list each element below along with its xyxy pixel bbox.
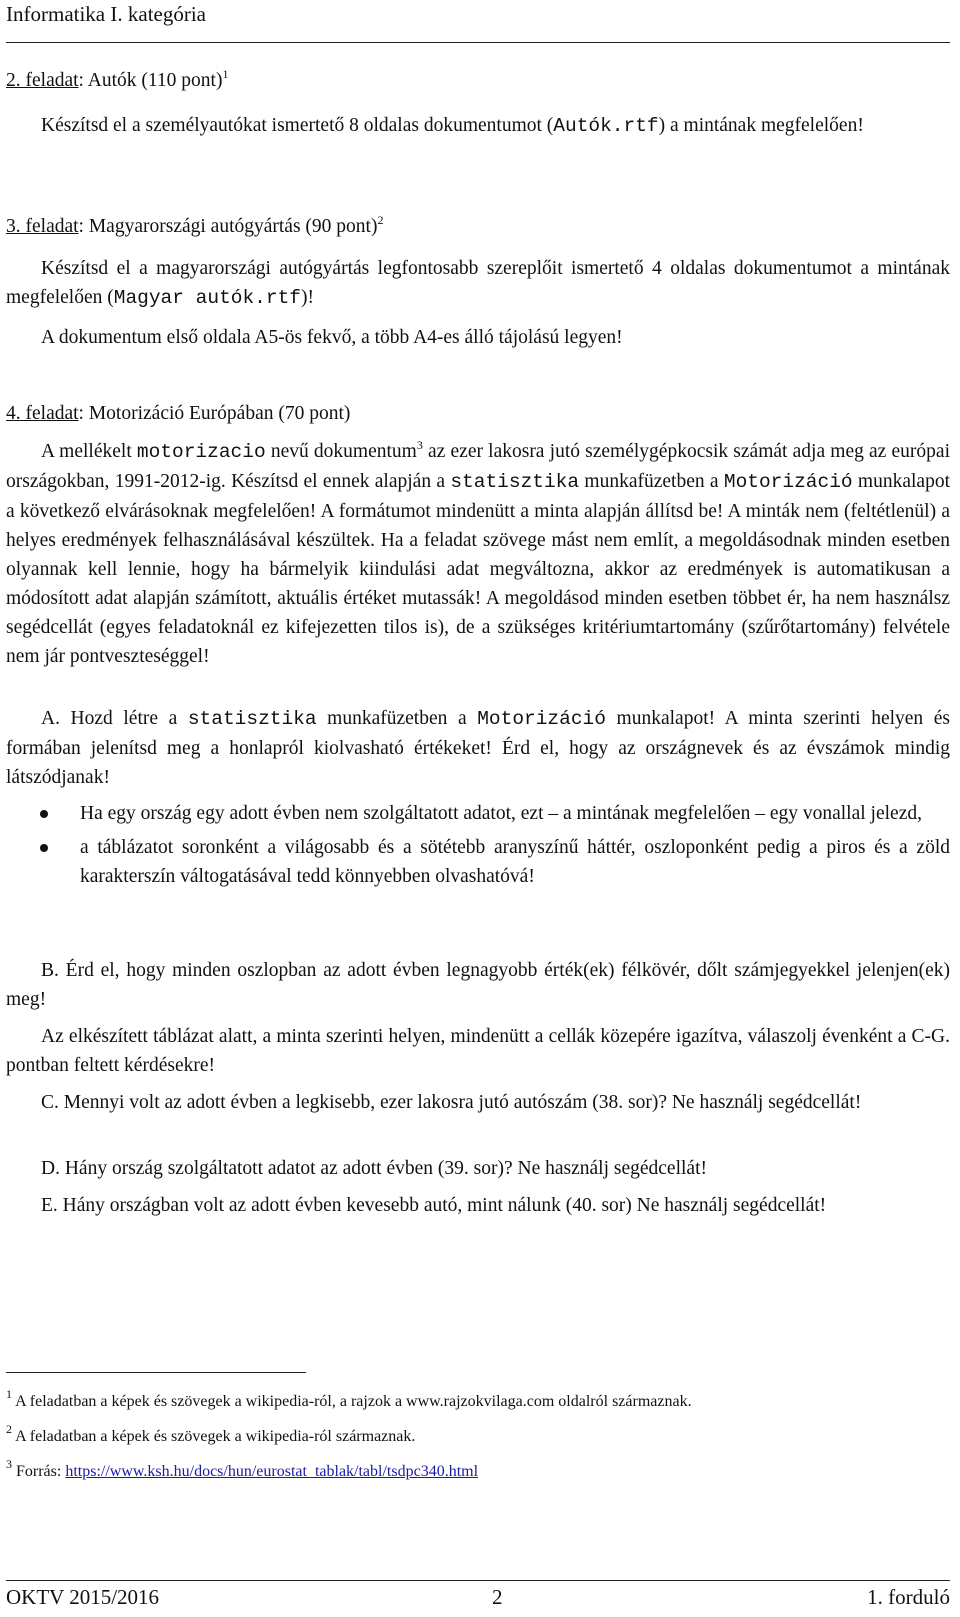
task2-footnote-ref: 1 [222,67,229,81]
footnote-3-number: 3 [6,1457,12,1471]
footnote-2-number: 2 [6,1422,12,1436]
point-a-workbook: statisztika [187,708,317,730]
task4-sheet: Motorizáció [723,471,853,493]
footnote-3 [6,1457,950,1482]
footer-page-number: 2 [492,1585,503,1609]
footnote-3-label: Forrás: [12,1463,66,1480]
task4-answers-intro: Az elkészített táblázat alatt, a minta szerinti helyen, mindenütt a cellák közepére igazítva, válaszolj évenként a C-G. pontban feltett kérdésekre! [6,1026,950,1076]
task4-footnote-ref: 3 [416,438,423,452]
requirements-list [6,799,950,896]
footnote-1 [6,1387,950,1412]
point-a-text-b: munkafüzetben a [316,708,478,729]
header-title: Informatika I. kategória [6,2,206,26]
footer-round: 1. forduló [867,1585,950,1609]
task3-text-b: )! [300,287,314,308]
task4-intro-d: munkafüzetben a [579,471,724,492]
task3-title: : Magyarországi autógyártás (90 pont) [78,216,378,237]
task2-body [6,111,950,141]
task4-number: 4. feladat [6,403,79,424]
task4-point-d: D. Hány ország szolgáltatott adatot az adott évben (39. sor)? Ne használj segédcellát! [41,1158,707,1179]
task3-file: Magyar autók.rtf [113,287,301,309]
list-item-text: a táblázatot soronként a világosabb és a sötétebb aranyszínű háttér, oszloponként pedig a piros és a zöld karakterszín váltogatásával tedd könnyebben olvashatóvá! [80,837,950,887]
task3-orientation: A dokumentum első oldala A5-ös fekvő, a több A4-es álló tájolású legyen! [41,327,623,348]
page-header [6,0,950,43]
footnote-2 [6,1422,950,1447]
task4-intro-a: A mellékelt [41,441,137,462]
footer-competition: OKTV 2015/2016 [6,1585,160,1609]
task3-heading [6,212,950,241]
list-item-text: Ha egy ország egy adott évben nem szolgáltatott adatot, ezt – a mintának megfelelően – egy vonallal jelezd, [80,803,922,824]
bullet-icon [40,810,48,818]
list-item [6,833,950,891]
point-a-sheet: Motorizáció [477,708,606,730]
bullet-icon [40,844,48,852]
list-item [6,799,950,828]
task4-intro [6,437,950,671]
task4-workbook: statisztika [450,471,580,493]
task2-text-b: ) a mintának megfelelően! [658,115,864,136]
task2-title: : Autók (110 pont) [78,70,223,91]
point-a-text-c: munkalapot! A minta szerinti helyen és formában jelenítsd meg a honlapról kiolvasható értékeket! Érd el, hogy az országnevek és az évszámok mindig látszódjanak! [6,708,950,788]
point-a-text-a: A. Hozd létre a [41,708,188,729]
footnote-2-text: A feladatban a képek és szövegek a wikipedia-ról származnak. [12,1428,416,1445]
task4-point-b: B. Érd el, hogy minden oszlopban az adott évben legnagyobb érték(ek) félkövér, dőlt számjegyekkel jelenjen(ek) meg! [6,960,950,1010]
task4-point-e: E. Hány országban volt az adott évben kevesebb autó, mint nálunk (40. sor) Ne használj segédcellát! [41,1195,827,1216]
page-footer [6,1580,950,1617]
task3-body [6,254,950,313]
footnote-1-number: 1 [6,1387,12,1401]
footnote-divider [6,1372,306,1373]
task4-point-a [6,704,950,792]
task3-text-a: Készítsd el a magyarországi autógyártás legfontosabb szereplőit ismertető 4 oldalas dokumentumot a mintának megfelelően ( [6,258,950,308]
task2-heading [6,66,950,95]
task2-file: Autók.rtf [553,115,659,137]
task4-intro-c: az ezer lakosra jutó személygépkocsik számát adja meg az európai országokban, 1991-2012-ig. Készítsd el ennek alapján a [6,441,950,492]
task2-number: 2. feladat [6,70,79,91]
task4-heading [6,399,950,428]
task4-point-c: C. Mennyi volt az adott évben a legkisebb, ezer lakosra jutó autószám (38. sor)? Ne használj segédcellát! [41,1092,862,1113]
source-link[interactable]: https://www.ksh.hu/docs/hun/eurostat_tablak/tabl/tsdpc340.html [65,1463,479,1480]
task4-attachment-file: motorizacio [136,441,266,463]
task3-number: 3. feladat [6,216,79,237]
task4-title: : Motorizáció Európában (70 pont) [78,403,351,424]
task2-text-a: Készítsd el a személyautókat ismertető 8 oldalas dokumentumot ( [41,115,554,136]
task4-intro-b: nevű dokumentum [265,441,417,462]
task3-footnote-ref: 2 [377,213,384,227]
footnote-1-text: A feladatban a képek és szövegek a wikipedia-ról, a rajzok a www.rajzokvilaga.com oldalról származnak. [12,1393,692,1410]
task4-intro-e: munkalapot a következő elvárásoknak megfelelően! A formátumot mindenütt a minta alapján állítsd be! A minták nem (feltétlenül) a helyes eredmények felhasználásával készültek. Ha a feladat szövege mást nem említ, a megoldásodnak minden esetben olyannak kell lennie, hogy ha bármelyik kiindulási adat megváltozna, akkor az eredmények is automatikusan a módosított adat alapján számított, aktuális értéket mutassák! A megoldásod minden esetben többet ér, ha nem használsz segédcellát (egyes feladatoknál ez kifejezetten tilos is), de a szükséges kritériumtartomány (szűrőtartomány) felvétele nem jár pontveszteséggel! [6,471,950,667]
